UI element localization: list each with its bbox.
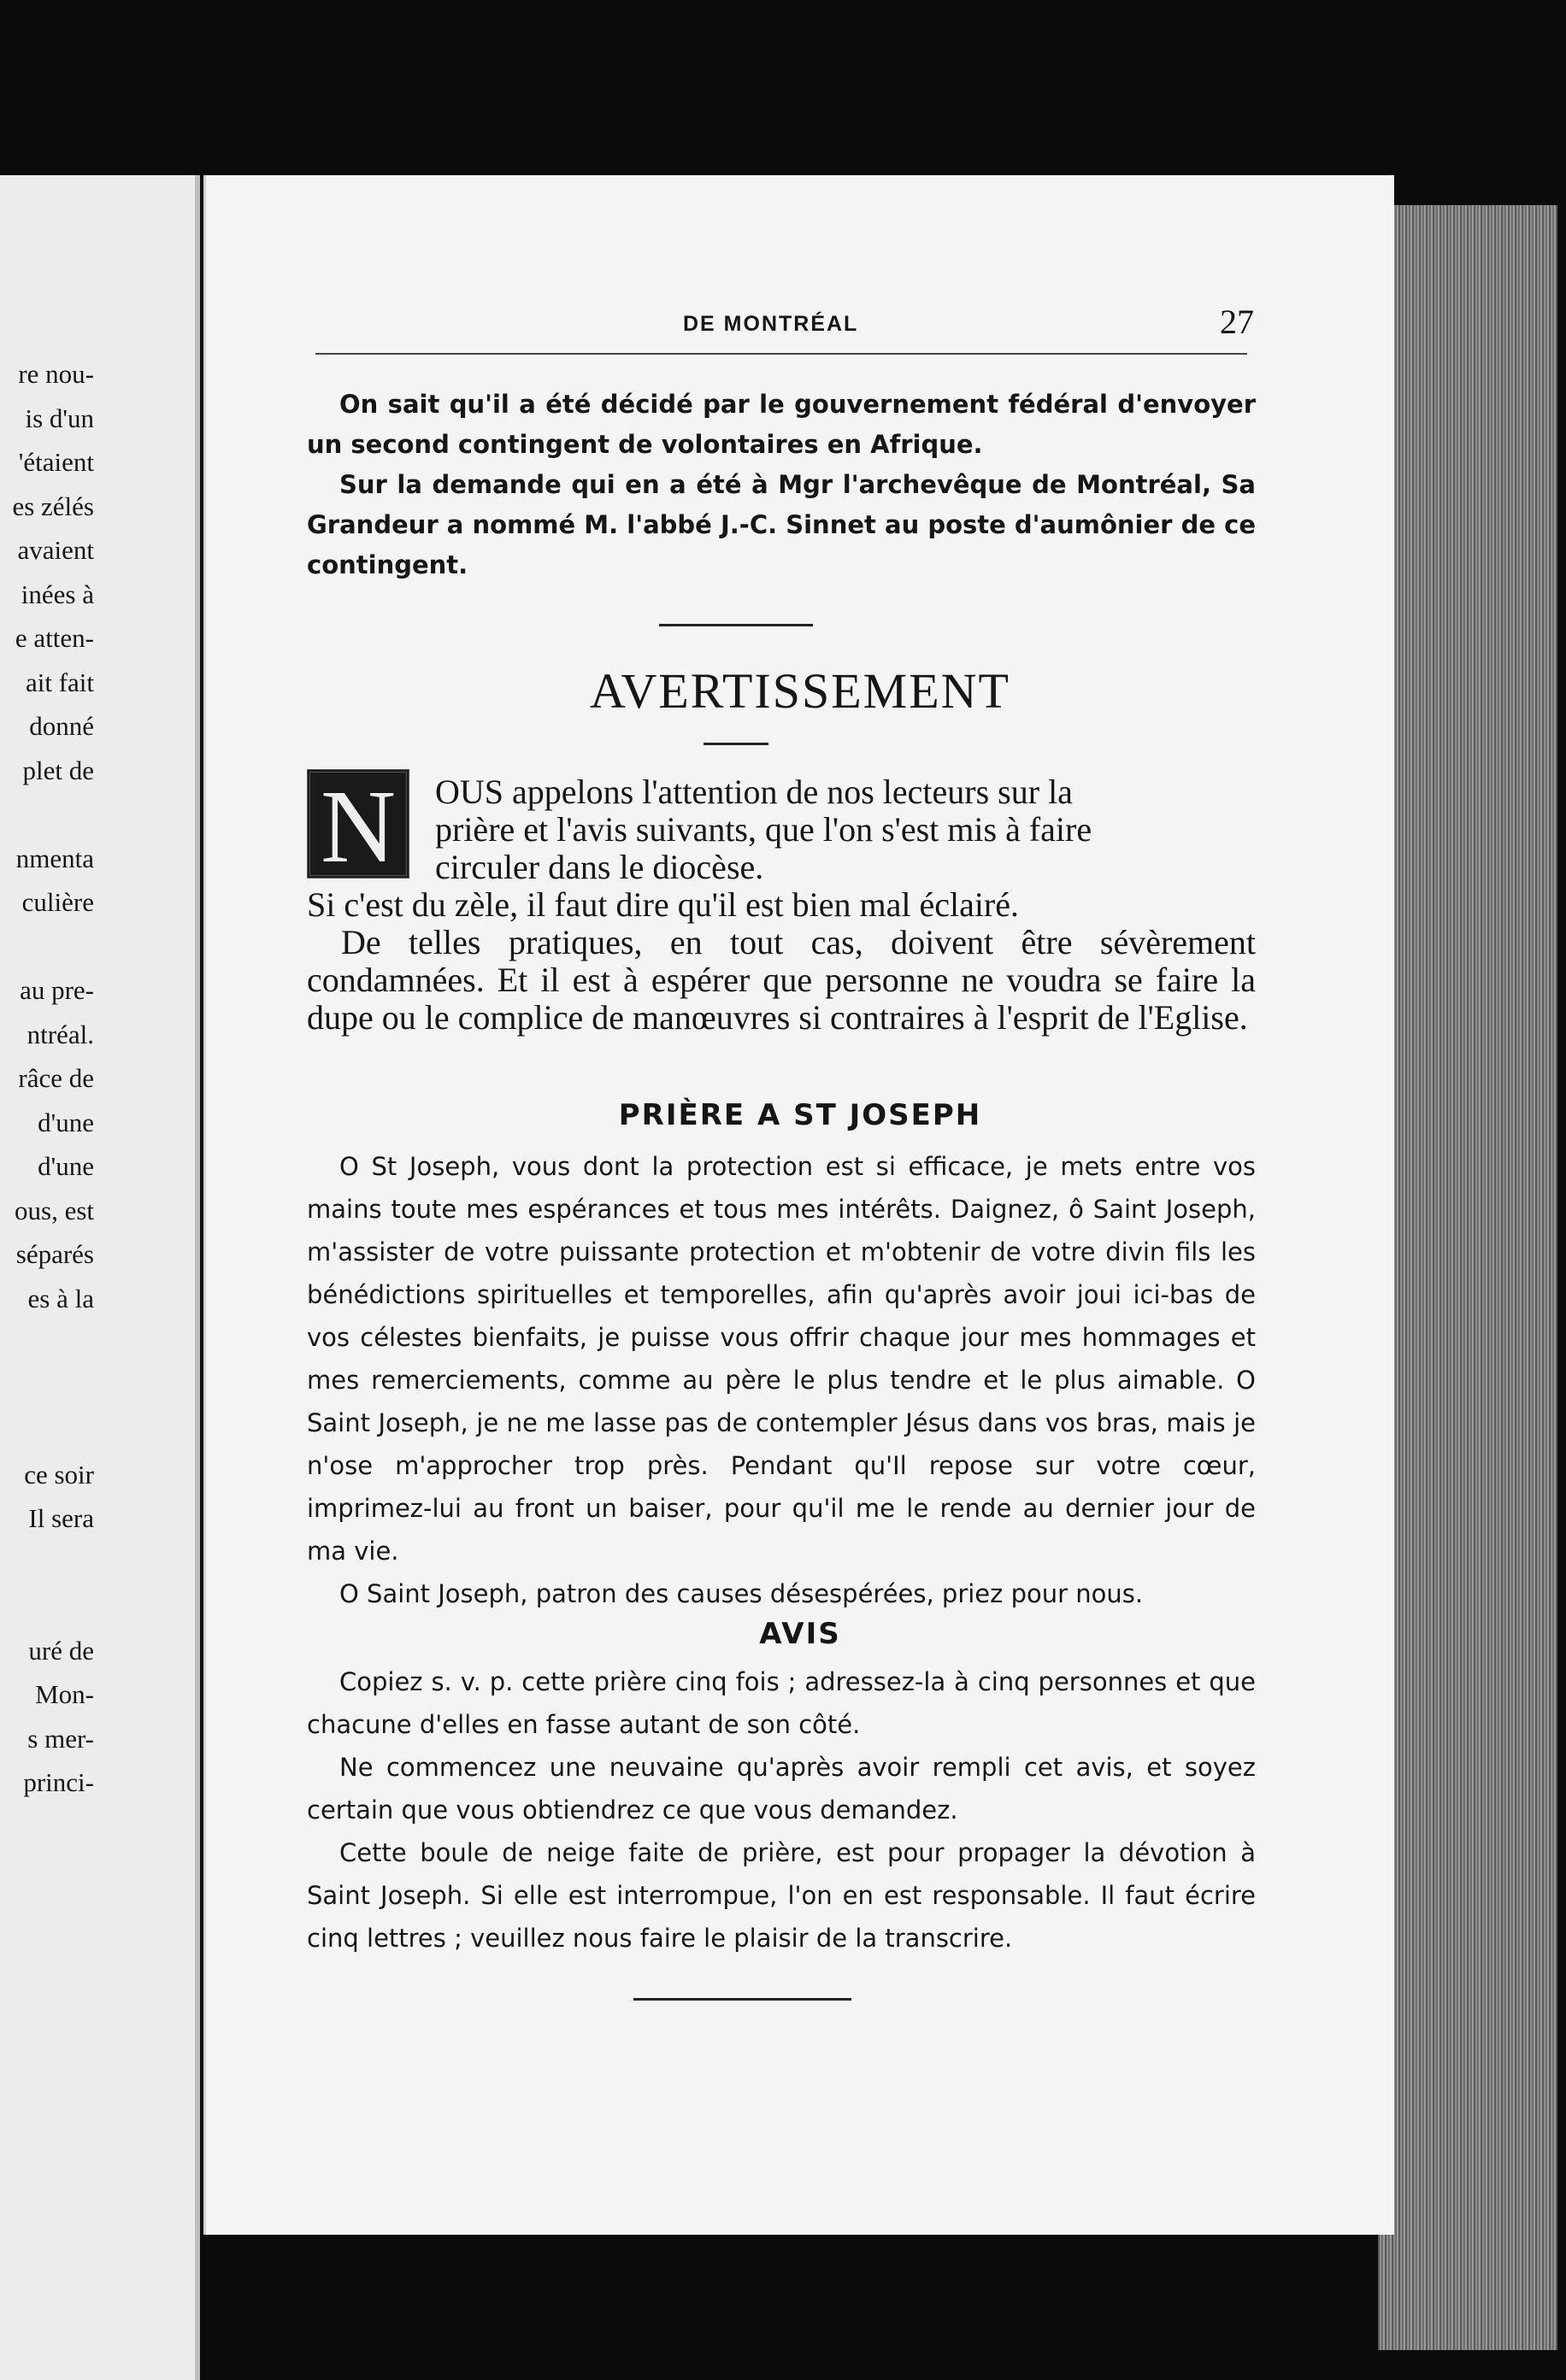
avis-text: [307, 1660, 1256, 1960]
dropcap-letter: N: [307, 769, 409, 879]
left-page-line: uré de: [28, 1635, 94, 1666]
left-facing-page: [0, 175, 200, 2380]
left-page-line: e atten-: [15, 623, 94, 653]
left-page-line: s mer-: [27, 1723, 94, 1754]
avertissement-title: AVERTISSEMENT: [590, 663, 1010, 719]
avertissement-paragraph-1: Si c'est du zèle, il faut dire qu'il est bien mal éclairé.: [307, 885, 1020, 924]
avertissement-first-line-3: circuler dans le diocèse.: [435, 848, 764, 886]
main-page: [203, 175, 1394, 2235]
title-divider: [704, 743, 768, 745]
left-page-line: ce soir: [24, 1459, 94, 1490]
left-page-line: princi-: [23, 1767, 94, 1797]
priere-text: [307, 1145, 1256, 1615]
left-page-line: d'une: [38, 1107, 94, 1137]
left-page-line: au pre-: [20, 975, 94, 1005]
avis-paragraph-1: Copiez s. v. p. cette prière cinq fois ; adressez-la à cinq personnes et que chacune d'elles en fasse autant de son côté.: [307, 1667, 1256, 1739]
intro-paragraph-1: On sait qu'il a été décidé par le gouvernement fédéral d'envoyer un second contingent de volontaires en Afrique.: [307, 390, 1256, 459]
priere-paragraph-2: O Saint Joseph, patron des causes désespérées, priez pour nous.: [339, 1579, 1144, 1608]
left-page-line: Il sera: [28, 1503, 94, 1533]
left-page-line: ntréal.: [26, 1019, 94, 1049]
left-page-line: is d'un: [25, 403, 94, 433]
left-page-line: d'une: [38, 1151, 94, 1181]
priere-heading: PRIÈRE A ST JOSEPH: [618, 1098, 982, 1132]
left-page-line: plet de: [22, 755, 94, 785]
avertissement-first-line-2: prière et l'avis suivants, que l'on s'est mis à faire: [435, 810, 1092, 849]
left-page-line: avaient: [17, 535, 94, 565]
intro-text: [307, 385, 1256, 585]
left-page-line: es à la: [27, 1283, 94, 1313]
left-page-line: re nou-: [18, 359, 94, 389]
avertissement-text: [307, 773, 1256, 1037]
left-page-line: Mon-: [35, 1679, 94, 1709]
avis-paragraph-3: Cette boule de neige faite de prière, est pour propager la dévotion à Saint Joseph. Si elle est interrompue, l'on en est responsable. Il faut écrire cinq lettres ; veuillez nous faire le plaisir de la transcrire.: [307, 1838, 1256, 1953]
left-page-line: râce de: [18, 1063, 94, 1093]
avis-heading: AVIS: [759, 1617, 841, 1651]
left-page-line: 'étaient: [18, 447, 94, 477]
header-rule: [315, 353, 1247, 355]
avis-paragraph-2: Ne commencez une neuvaine qu'après avoir rempli cet avis, et soyez certain que vous obtiendrez ce que vous demandez.: [307, 1753, 1256, 1825]
section-divider: [659, 624, 813, 626]
left-page-line: ous, est: [15, 1195, 94, 1225]
left-page-line: es zélés: [12, 491, 94, 521]
avertissement-first-line-1: OUS appelons l'attention de nos lecteurs sur la: [435, 773, 1073, 811]
page-number: 27: [1220, 303, 1254, 341]
left-page-line: donné: [29, 711, 94, 741]
left-page-text: [0, 175, 195, 2380]
header-title: DE MONTRÉAL: [683, 312, 859, 336]
left-page-line: nmenta: [15, 843, 94, 873]
avertissement-paragraph-2: De telles pratiques, en tout cas, doivent être sévèrement condamnées. Et il est à espérer que personne ne voudra se faire la dupe ou le complice de manœuvres si contraires à l'esprit de l'Eglise.: [307, 923, 1256, 1037]
priere-paragraph-1: O St Joseph, vous dont la protection est si efficace, je mets entre vos mains toute mes espérances et tous mes intérêts. Daignez, ô Saint Joseph, m'assister de votre puissante protection et m'obtenir de votre divin fils les bénédictions spirituelles et temporelles, afin qu'après avoir joui ici-bas de vos célestes bienfaits, je puisse vous offrir chaque jour mes hommages et mes remerciements, comme au père le plus tendre et le plus aimable. O Saint Joseph, je ne me lasse pas de contempler Jésus dans vos bras, mais je n'ose m'approcher trop près. Pendant qu'Il repose sur votre cœur, imprimez-lui au front un baiser, pour qu'il me le rende au dernier jour de ma vie.: [307, 1152, 1256, 1566]
end-divider: [633, 1998, 851, 2001]
running-head: [206, 303, 1394, 355]
left-page-line: ait fait: [25, 667, 94, 697]
left-page-line: séparés: [15, 1239, 94, 1269]
intro-paragraph-2: Sur la demande qui en a été à Mgr l'archevêque de Montréal, Sa Grandeur a nommé M. l'abbé J.-C. Sinnet au poste d'aumônier de ce contingent.: [307, 470, 1256, 579]
left-page-line: culière: [21, 887, 94, 917]
page-edges: [1378, 205, 1557, 2350]
left-page-line: inées à: [21, 579, 94, 609]
